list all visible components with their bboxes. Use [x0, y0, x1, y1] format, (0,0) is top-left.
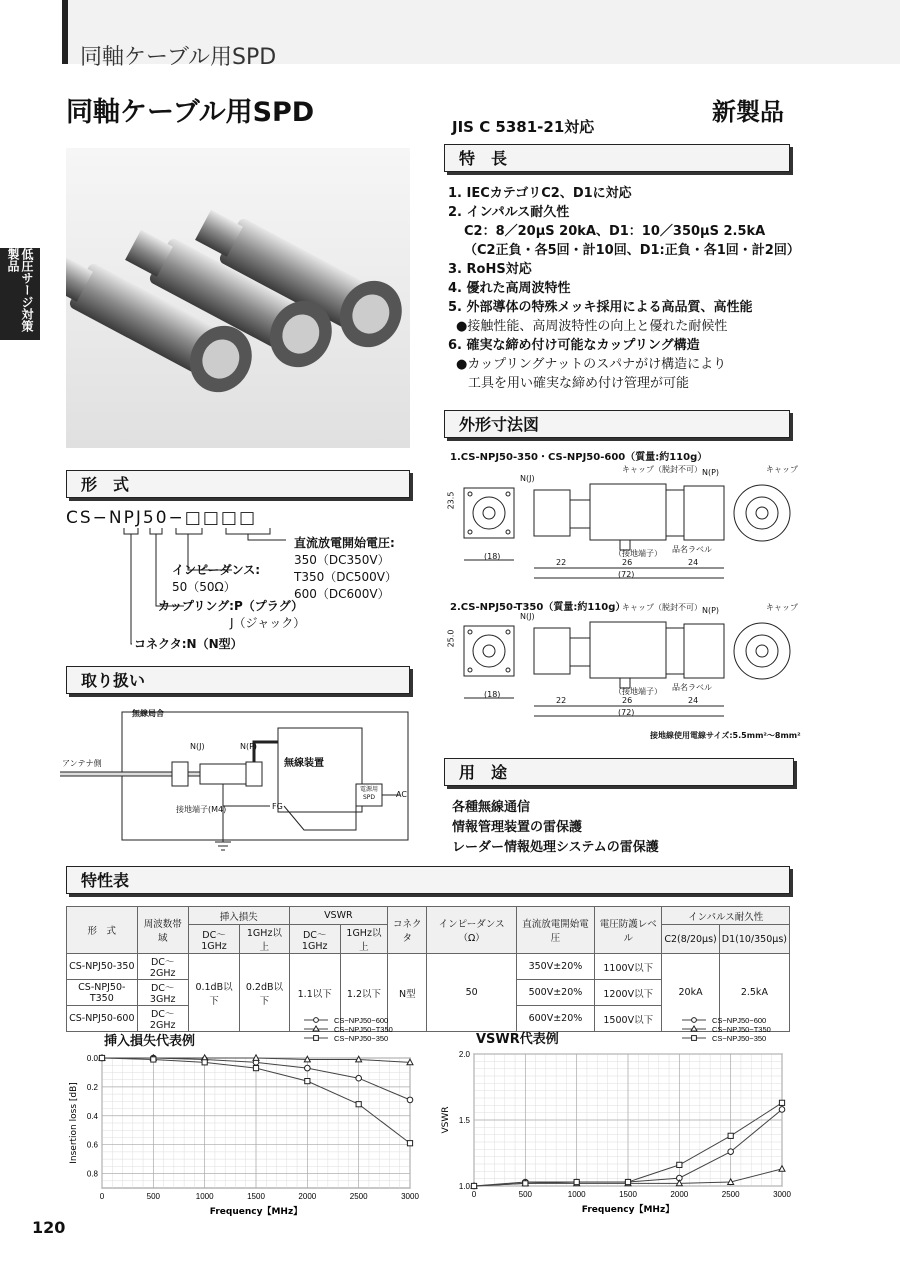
cell-band: DC〜2GHz — [137, 954, 188, 980]
handling-heading: 取り扱い — [66, 666, 410, 694]
usage-item: 各種無線通信 — [452, 800, 531, 815]
y-tick-label: 0.4 — [86, 1111, 98, 1121]
spec-heading: 特性表 — [66, 866, 790, 894]
dim-cap-b: キャップ — [766, 603, 798, 612]
data-point — [574, 1179, 579, 1184]
fg-label: FG — [272, 802, 283, 811]
feature-item: 1. IECカテゴリC2、D1に対応 — [448, 186, 632, 201]
data-point — [356, 1102, 361, 1107]
th-d1: D1(10/350μs) — [719, 925, 789, 954]
x-tick-label: 500 — [518, 1190, 533, 1199]
th-loss-dc1: DC〜1GHz — [188, 925, 239, 954]
handling-nj: N(J) — [190, 742, 205, 751]
data-point — [253, 1066, 258, 1071]
x-tick-label: 1500 — [247, 1192, 265, 1201]
data-point — [779, 1107, 785, 1113]
data-point — [471, 1183, 476, 1188]
dim-22-a: 22 — [556, 558, 567, 567]
data-point — [305, 1065, 311, 1071]
header-section-title: 同軸ケーブル用SPD — [80, 45, 277, 70]
handling-np: N(P) — [240, 742, 258, 751]
th-vswr-dc1: DC〜1GHz — [289, 925, 340, 954]
dim-fig2-title: 2.CS-NPJ50-T350（質量:約110g） — [450, 602, 626, 613]
usage-item: 情報管理装置の雷保護 — [452, 820, 583, 835]
new-product-label: 新製品 — [712, 98, 784, 126]
th-dc: 直流放電開始電圧 — [516, 907, 594, 954]
legend-marker — [314, 1018, 319, 1023]
dimensions-heading: 外形寸法図 — [444, 410, 790, 438]
usage-list — [452, 798, 659, 858]
data-point — [305, 1079, 310, 1084]
dim-nj-b: N(J) — [520, 612, 535, 621]
x-axis-label: Frequency【MHz】 — [209, 1207, 303, 1217]
dim-18-b: (18) — [484, 690, 501, 699]
dim-72-b: (72) — [618, 708, 635, 717]
data-point — [523, 1181, 528, 1186]
features-list — [448, 184, 800, 393]
th-connector: コネクタ — [388, 907, 427, 954]
y-axis-label: Insertion loss [dB] — [69, 1082, 79, 1164]
feature-item: 6. 確実な締め付け可能なカップリング構造 — [448, 338, 700, 353]
product-illustration — [66, 148, 410, 448]
cell-band: DC〜2GHz — [137, 1006, 188, 1032]
x-tick-label: 500 — [146, 1192, 161, 1201]
usage-item: レーダー情報処理システムの雷保護 — [452, 840, 659, 855]
impedance-label: インピーダンス: — [172, 563, 261, 577]
features-heading: 特 長 — [444, 144, 790, 172]
dim-cap-a: キャップ — [766, 465, 798, 474]
data-point — [356, 1075, 362, 1081]
th-vswr-1g: 1GHz以上 — [340, 925, 387, 954]
dim-np-a: N(P) — [702, 468, 720, 477]
th-impulse: インパルス耐久性 — [662, 907, 790, 925]
x-axis-label: Frequency【MHz】 — [581, 1205, 675, 1215]
dim-22-b: 22 — [556, 696, 567, 705]
legend-label: CS−NPJ50−T350 — [712, 1025, 771, 1034]
data-point — [99, 1055, 104, 1060]
feature-item: 工具を用い確実な締め付け管理が可能 — [468, 376, 690, 391]
cell-model: CS-NPJ50-T350 — [67, 980, 138, 1006]
legend-marker — [314, 1036, 319, 1041]
legend-label: CS−NPJ50−600 — [334, 1016, 389, 1025]
data-point — [677, 1162, 682, 1167]
voltage-t350: T350（DC500V） — [294, 570, 397, 584]
chart2-title: VSWR代表例 — [476, 1032, 559, 1047]
x-tick-label: 1000 — [567, 1190, 586, 1199]
usage-heading: 用 途 — [444, 758, 794, 786]
y-tick-label: 1.0 — [458, 1182, 470, 1191]
cell-dc: 350V±20% — [516, 954, 594, 980]
y-axis-label: VSWR — [441, 1106, 451, 1134]
x-tick-label: 1000 — [195, 1192, 214, 1201]
model-code: CS−NPJ50−□□□□ — [66, 508, 258, 528]
y-tick-label: 0.8 — [86, 1169, 98, 1179]
feature-item: （C2正負・各5回・計10回、D1:正負・各1回・計2回） — [464, 243, 800, 258]
x-tick-label: 2500 — [349, 1192, 368, 1201]
y-tick-label: 0.2 — [86, 1082, 98, 1092]
power-spd-label: 電源用SPD — [359, 786, 378, 801]
legend-label: CS−NPJ50−350 — [712, 1034, 767, 1043]
data-point — [625, 1179, 630, 1184]
dim-fig1-title: 1.CS-NPJ50-350・CS-NPJ50-600（質量:約110g） — [450, 452, 708, 463]
feature-item: C2：8／20μS 20kA、D1：10／350μS 2.5kA — [464, 224, 766, 239]
connector-label: コネクタ:N（N型） — [134, 637, 243, 651]
x-tick-label: 1500 — [619, 1190, 637, 1199]
dim-24-a: 24 — [688, 558, 699, 567]
dim-25-0: 25.0 — [446, 629, 456, 648]
dim-26-b: 26 — [622, 696, 633, 705]
data-point — [728, 1133, 733, 1138]
page-number: 120 — [32, 1218, 66, 1237]
cell-level: 1200V以下 — [595, 980, 662, 1006]
impedance-value: 50（50Ω） — [172, 580, 236, 594]
feature-item: 5. 外部導体の特殊メッキ採用による高品質、高性能 — [448, 300, 753, 315]
feature-item: 2. インパルス耐久性 — [448, 205, 570, 220]
y-tick-label: 0.0 — [86, 1054, 98, 1063]
data-point — [728, 1149, 734, 1155]
dim-nj-a: N(J) — [520, 474, 535, 483]
chart1-title: 挿入損失代表例 — [104, 1034, 196, 1049]
feature-item: 3. RoHS対応 — [448, 262, 532, 277]
cell-model: CS-NPJ50-350 — [67, 954, 138, 980]
cell-vswr-1g: 1.2以下 — [340, 954, 387, 1032]
cell-dc: 500V±20% — [516, 980, 594, 1006]
table-row — [67, 954, 790, 980]
x-tick-label: 2500 — [721, 1190, 740, 1199]
dim-label-b: 品名ラベル — [672, 683, 712, 692]
dim-label-a: 品名ラベル — [672, 545, 712, 554]
data-point — [151, 1057, 156, 1062]
voltage-600: 600（DC600V） — [294, 587, 390, 601]
side-tab: 低圧サージ対策製品 — [0, 248, 40, 340]
ground-terminal-label: 接地端子(M4) — [176, 805, 227, 814]
cell-loss-dc1: 0.1dB以下 — [188, 954, 239, 1032]
th-model: 形 式 — [67, 907, 138, 954]
cell-loss-1g: 0.2dB以下 — [240, 954, 289, 1032]
x-tick-label: 2000 — [670, 1190, 689, 1199]
cell-dc: 600V±20% — [516, 1006, 594, 1032]
cell-level: 1100V以下 — [595, 954, 662, 980]
voltage-350: 350（DC350V） — [294, 553, 390, 567]
legend-label: CS−NPJ50−600 — [712, 1016, 767, 1025]
cell-model: CS-NPJ50-600 — [67, 1006, 138, 1032]
legend-label: CS−NPJ50−T350 — [334, 1025, 393, 1034]
legend-marker — [692, 1018, 697, 1023]
cell-d1: 2.5kA — [719, 954, 789, 1032]
dim-72-a: (72) — [618, 570, 635, 579]
x-tick-label: 0 — [471, 1190, 477, 1199]
station-label: 無線局舎 — [132, 709, 164, 718]
dim-23-5: 23.5 — [446, 491, 456, 510]
vswr-chart — [440, 1010, 840, 1220]
th-vswr: VSWR — [289, 907, 387, 925]
dim-cap-fixed-a: キャップ（脱封不可） — [622, 465, 702, 474]
jis-standard: JIS C 5381-21対応 — [452, 118, 595, 136]
th-loss-1g: 1GHz以上 — [240, 925, 289, 954]
th-loss: 挿入損失 — [188, 907, 289, 925]
insertion-loss-chart — [60, 1010, 440, 1220]
dim-26-a: 26 — [622, 558, 633, 567]
dim-ground-b: （接地端子） — [614, 687, 662, 696]
wiring-diagram — [60, 702, 412, 862]
data-point — [202, 1060, 207, 1065]
coupling-label: カップリング:P（プラグ） — [158, 599, 304, 613]
data-point — [407, 1097, 413, 1103]
cell-connector: N型 — [388, 954, 427, 1032]
legend-marker — [692, 1036, 697, 1041]
antenna-label: アンテナ側 — [62, 759, 102, 768]
x-tick-label: 3000 — [773, 1190, 791, 1199]
wire-size-note: 接地線使用電線サイズ:5.5mm²〜8mm² — [650, 731, 801, 740]
th-c2: C2(8/20μs) — [662, 925, 719, 954]
dim-24-b: 24 — [688, 696, 699, 705]
y-tick-label: 2.0 — [458, 1050, 470, 1059]
top-header-bar — [62, 0, 900, 70]
ac-label: AC — [396, 790, 407, 799]
dim-18-a: (18) — [484, 552, 501, 561]
coupling-value: J（ジャック） — [230, 616, 306, 630]
y-tick-label: 0.6 — [86, 1140, 98, 1150]
data-point — [779, 1100, 784, 1105]
dim-ground-a: （接地端子） — [614, 549, 662, 558]
x-tick-label: 3000 — [401, 1192, 419, 1201]
cell-impedance: 50 — [427, 954, 516, 1032]
voltage-label: 直流放電開始電圧: — [294, 536, 395, 550]
cell-level: 1500V以下 — [595, 1006, 662, 1032]
product-photo — [66, 148, 410, 448]
th-impedance: インピーダンス（Ω） — [427, 907, 516, 954]
th-level: 電圧防護レベル — [595, 907, 662, 954]
radio-equipment-label: 無線装置 — [284, 758, 324, 769]
model-heading: 形 式 — [66, 470, 410, 498]
feature-item: 4. 優れた高周波特性 — [448, 281, 571, 296]
feature-item: ●カップリングナットのスパナがけ構造により — [456, 357, 727, 372]
cell-band: DC〜3GHz — [137, 980, 188, 1006]
legend-label: CS−NPJ50−350 — [334, 1034, 389, 1043]
x-tick-label: 2000 — [298, 1192, 317, 1201]
y-tick-label: 1.5 — [458, 1116, 470, 1125]
x-tick-label: 0 — [99, 1192, 105, 1201]
data-point — [407, 1141, 412, 1146]
cell-c2: 20kA — [662, 954, 719, 1032]
dim-cap-fixed-b: キャップ（脱封不可） — [622, 603, 702, 612]
page-title: 同軸ケーブル用SPD — [66, 97, 315, 128]
cell-vswr-dc1: 1.1以下 — [289, 954, 340, 1032]
th-band: 周波数帯域 — [137, 907, 188, 954]
dim-np-b: N(P) — [702, 606, 720, 615]
feature-item: ●接触性能、高周波特性の向上と優れた耐候性 — [456, 319, 728, 334]
